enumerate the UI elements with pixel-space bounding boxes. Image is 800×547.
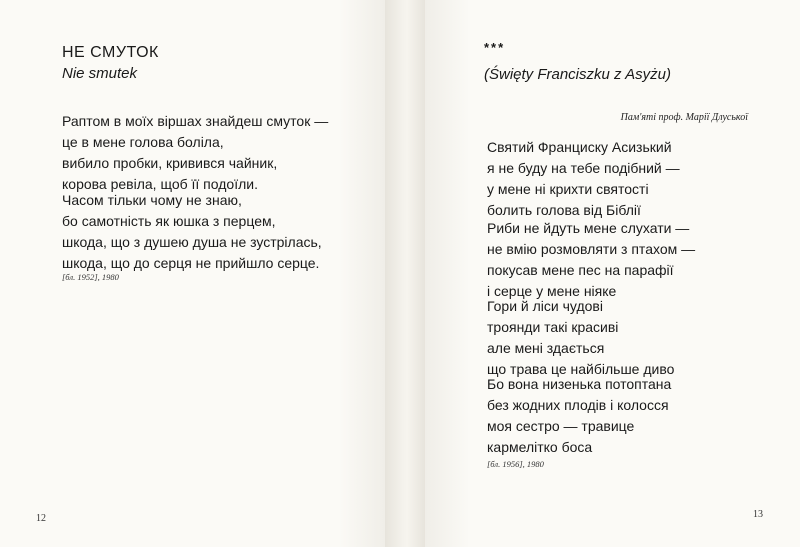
stanza <box>62 111 328 195</box>
poem-line: шкода, що до серця не прийшло серце. <box>62 255 320 271</box>
stanza <box>487 137 680 221</box>
stanza <box>487 296 674 380</box>
poem-line: не вмію розмовляти з птахом — <box>487 241 696 257</box>
poem-line: бо самотність як юшка з перцем, <box>62 213 276 229</box>
poem-line: Часом тільки чому не знаю, <box>62 192 242 208</box>
page-number: 12 <box>36 513 46 524</box>
poem-line: кармелітко боса <box>487 439 593 455</box>
poem-subtitle: Nie smutek <box>62 65 138 82</box>
poem-line: Риби не йдуть мене слухати — <box>487 220 690 236</box>
poem-line: шкода, що з душею душа не зустрілась, <box>62 234 322 250</box>
poem-line: у мене ні крихти святості <box>487 181 649 197</box>
poem-line: болить голова від Біблії <box>487 202 641 218</box>
asterism-heading: *** <box>484 40 506 55</box>
book-gutter <box>385 0 425 547</box>
poem-subtitle: (Święty Franciszku z Asyżu) <box>484 66 671 83</box>
poem-line: без жодних плодів і колосся <box>487 397 669 413</box>
stanza <box>487 218 695 302</box>
poem-title: НЕ СМУТОК <box>62 44 159 61</box>
poem-line: вибило пробки, кривився чайник, <box>62 155 278 171</box>
poem-line: і серце у мене ніяке <box>487 283 617 299</box>
poem-date: [бл. 1952], 1980 <box>62 272 119 282</box>
poem-line: Гори й ліси чудові <box>487 298 603 314</box>
poem-line: Бо вона низенька потоптана <box>487 376 672 392</box>
stanza <box>487 374 671 458</box>
poem-date: [бл. 1956], 1980 <box>487 459 544 469</box>
poem-line: я не буду на тебе подібний — <box>487 160 680 176</box>
poem-line: троянди такі красиві <box>487 319 619 335</box>
poem-line: це в мене голова боліла, <box>62 134 224 150</box>
poem-line: Раптом в моїх віршах знайдеш смуток — <box>62 113 329 129</box>
stanza <box>62 190 322 274</box>
poem-line: що трава це найбільше диво <box>487 361 675 377</box>
poem-line: але мені здається <box>487 340 605 356</box>
poem-line: моя сестро — травице <box>487 418 635 434</box>
dedication: Пам'яті проф. Марії Длуської <box>620 112 748 123</box>
poem-line: покусав мене пес на парафії <box>487 262 674 278</box>
poem-line: корова ревіла, щоб її подоїли. <box>62 176 258 192</box>
page-number: 13 <box>753 509 763 520</box>
poem-line: Святий Франциску Асизький <box>487 139 672 155</box>
